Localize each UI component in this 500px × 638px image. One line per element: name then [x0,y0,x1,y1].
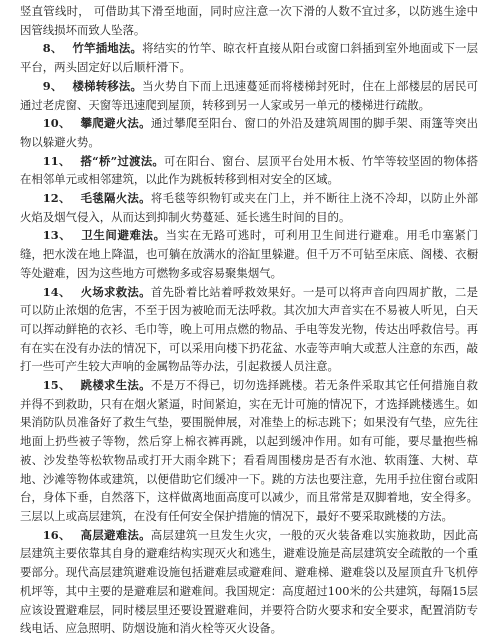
paragraph-text: 可在阳台、窗台、层顶平台处用木板、竹竿等较坚固的物体搭在相邻单元或相邻建筑，以此作为跳板转移到相对安全的区域。 [20,153,478,187]
paragraph-8 [20,39,478,76]
item-number: 8、 [42,41,63,56]
item-number: 12、 [42,191,71,206]
item-number: 13、 [42,228,72,243]
item-number: 11、 [42,153,71,168]
item-number: 16、 [42,527,71,542]
paragraph-text: 当实在无路可逃时，可利用卫生间进行避难。用毛巾塞紧门缝，把水泼在地上降温，也可躺在放满水的浴缸里躲避。但千万不可钻至床底、阁楼、衣橱等处避难，因为这些地方可燃物多或容易聚集烟气。 [20,228,478,280]
item-heading: 毛毯隔火法。 [80,191,151,206]
paragraph-text: 高层建筑一旦发生火灾，一般的灭火装备难以实施救助，因此高层建筑主要依靠其自身的避难结构实现灭火和逃生，避难设施是高层建筑安全疏散的一个重要部分。现代高层建筑避难设施包括避难层或避难间、避难梯、避难袋以及屋顶直升飞机停机坪等，其中主要的是避难层和避难间。我国规定：高度超过100米的公共建筑，每隔15层应该设置避难层，同时楼层里还要设置避难间，并要符合防火要求和安全要求，配置消防专线电话、应急照明、防烟设施和消火栓等灭火设备。 [20,527,478,636]
item-heading: 火场求救法。 [80,284,151,299]
paragraph-text: 首先卧着比站着呼救效果好。一是可以将声音向四周扩散，二是可以防止浓烟的危害，不至于因为被呛而无法呼救。其次加大声音实在不易被人听见，白天可以挥动鲜艳的衣衫、毛巾等，晚上可用点燃的物品、手电等发光物，传达出呼救信号。再有在实在没有办法的情况下，可以采用向楼下扔花盆、水壶等声响大或惹人注意的东西，敲打一些可产生较大声响的金属物品等办法，引起救援人员注意。 [20,284,478,374]
paragraph-text: 通过攀爬至阳台、窗口的外沿及建筑周围的脚手架、雨篷等突出物以躲避火势。 [20,116,478,149]
item-heading: 楼梯转移法。 [72,78,143,93]
item-heading: 搭“桥”过渡法。 [80,153,164,168]
paragraph-text: 当火势自下而上迅速蔓延而将楼梯封死时，住在上部楼层的居民可通过老虎窗、天窗等迅速爬到屋顶，转移到另一人家或另一单元的楼梯进行疏散。 [20,78,478,112]
paragraph-9 [20,77,478,114]
item-number: 15、 [42,378,71,393]
paragraph-10 [20,114,478,151]
item-number: 14、 [42,284,71,299]
paragraph-text: 竖直管线时， 可借助其下滑至地面，同时应注意一次下滑的人数不宜过多，以防逃生途中因管线损坏而致人坠落。 [20,4,478,37]
paragraph-13 [20,226,478,282]
item-heading: 卫生间避难法。 [81,228,166,243]
paragraph-text: 不是万不得已，切勿选择跳楼。若无条件采取其它任何措施自救并得不到救助，只有在烟火紧逼，时间紧迫，实在无计可施的情况下，才选择跳楼逃生。如果消防队员准备好了救生气垫，要围脱伸展，对准垫上的标志跳下；如果没有气垫，应先往地面上扔些被子等物，然后穿上棉衣裤再跳，以起到缓冲作用。如有可能，要尽量抱些棉被、沙发垫等松软物品或打开大雨伞跳下；看看周围楼房是否有水池、软雨篷、大树、草地、沙滩等物体或建筑，以便借助它们缓冲一下。跳的方法也要注意，先用手拉住窗台或阳台，身体下垂，自然落下，这样做离地面高度可以减少，而且常常是双脚着地，安全得多。三层以上或高层建筑，在没有任何安全保护措施的情况下，最好不要采取跳楼的方法。 [20,378,478,523]
item-number: 9、 [42,78,63,93]
item-heading: 攀爬避火法。 [80,116,151,131]
paragraph-text: 将毛毯等织物钉或夹在门上，并不断往上浇不冷却，以防止外部火焰及烟气侵入，从而达到抑制火势蔓延、延长逃生时间的目的。 [20,191,478,224]
paragraph-0 [20,2,478,39]
paragraph-16 [20,526,478,638]
paragraph-11 [20,152,478,189]
item-heading: 高层避难法。 [80,527,151,542]
item-heading: 跳楼求生法。 [80,378,151,393]
item-heading: 竹竿插地法。 [72,41,143,56]
paragraph-12 [20,189,478,226]
paragraph-text: 将结实的竹竿、晾衣杆直接从阳台或窗口斜插到室外地面或下一层平台，两头固定好以后顺杆滑下。 [20,41,478,75]
paragraph-15 [20,376,478,526]
paragraph-14 [20,283,478,377]
item-number: 10、 [42,116,71,131]
